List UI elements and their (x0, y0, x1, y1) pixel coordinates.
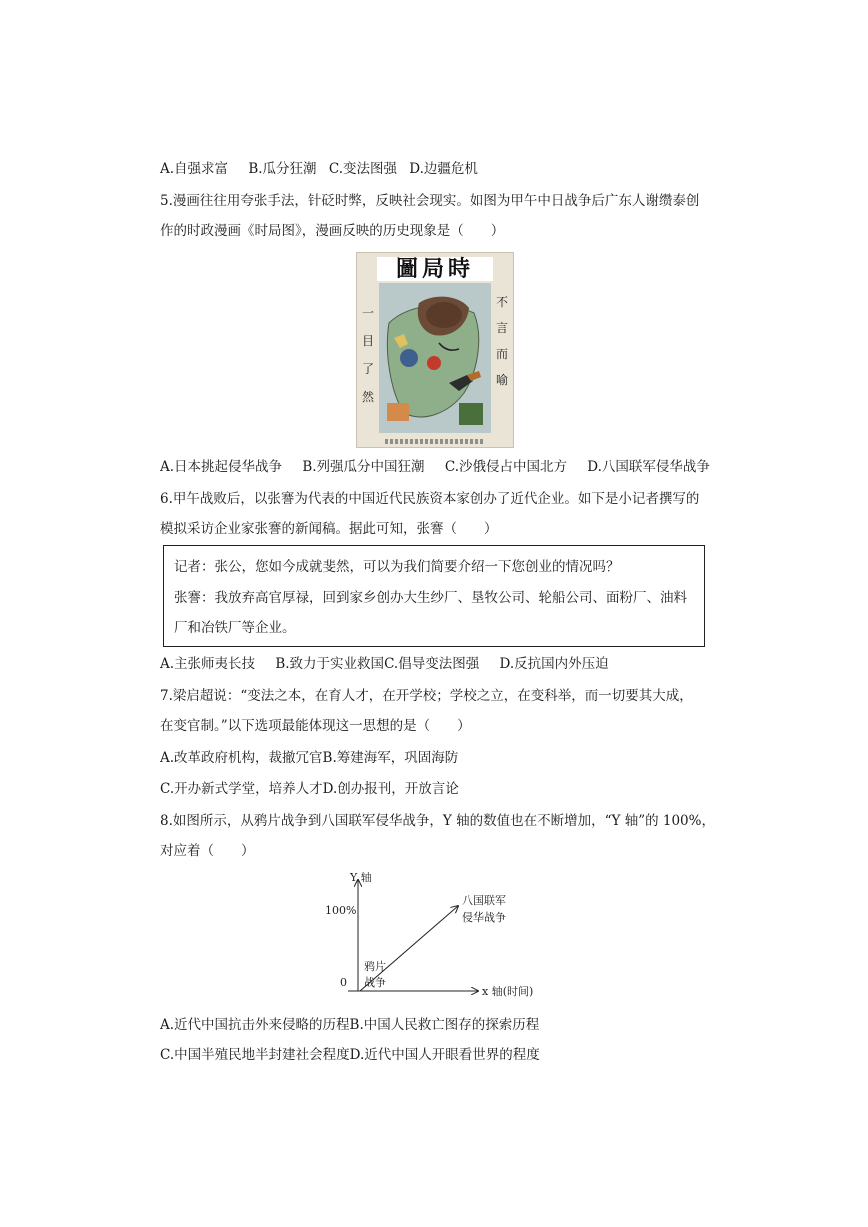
interview-zhangjian-line-cont: 厂和冶铁厂等企业。 (174, 620, 296, 636)
q6-stem-line2: 模拟采访企业家张謇的新闻稿。据此可知，张謇（ ） (160, 521, 498, 537)
interview-zhangjian-line: 张謇：我放弃高官厚禄，回到家乡创办大生纱厂、垦牧公司、轮船公司、面粉厂、油料 (174, 590, 687, 606)
x-axis-label: x 轴(时间) (482, 985, 534, 998)
q7-option-d: D.创办报刊，开放言论 (322, 781, 459, 797)
q6-stem-line1: 6.甲午战败后，以张謇为代表的中国近代民族资本家创办了近代企业。如下是小记者撰写的 (160, 491, 700, 507)
start-label-line2: 战争 (364, 976, 386, 989)
q8-options-row2 (160, 1046, 540, 1064)
q8-option-d: D.近代中国人开眼看世界的程度 (349, 1047, 540, 1063)
q5-stem-line1: 5.漫画往往用夸张手法，针砭时弊，反映社会现实。如图为甲午中日战争后广东人谢缵泰创 (160, 193, 700, 209)
q4-option-c: C.变法图强 (328, 161, 397, 177)
q8-option-a: A.近代中国抗击外来侵略的历程 (160, 1017, 350, 1033)
y-tick-100: 100% (325, 904, 357, 917)
q6-option-a: A.主张师夷长技 (160, 656, 256, 672)
q8-options-row1 (160, 1016, 539, 1034)
q4-option-b: B.瓜分狂潮 (248, 161, 317, 177)
q8-option-c: C.中国半殖民地半封建社会程度 (160, 1047, 350, 1063)
start-label-line1: 鸦片 (364, 960, 386, 973)
q5-option-d: D.八国联军侵华战争 (587, 459, 710, 475)
q8-option-b: B.中国人民救亡图存的探索历程 (349, 1017, 540, 1033)
q8-stem-line2: 对应着（ ） (160, 843, 255, 859)
q6-option-c: C.倡导变法图强 (384, 656, 480, 672)
q4-option-a: A.自强求富 (160, 161, 229, 177)
q6-option-d: D.反抗国内外压迫 (499, 656, 609, 672)
q7-option-a: A.改革政府机构，裁撤冗官 (160, 750, 323, 766)
y-axis-label: Y 轴 (350, 871, 372, 884)
end-label-line2: 侵华战争 (462, 911, 506, 924)
q6-option-b: B.致力于实业救国 (275, 656, 385, 672)
cartoon-left-caption: 一目了然 (361, 306, 374, 404)
q5-option-c: C.沙俄侵占中国北方 (444, 459, 567, 475)
q7-stem-line2: 在变官制。”以下选项最能体现这一思想的是（ ） (160, 718, 471, 734)
q8-stem-line1: 8.如图所示，从鸦片战争到八国联军侵华战争，Y 轴的数值也在不断增加，“Y 轴”的 100%， (160, 813, 715, 829)
end-label-line1: 八国联军 (462, 894, 506, 907)
cartoon-map-illustration (379, 283, 491, 433)
cartoon-right-caption: 不言而喻 (495, 295, 508, 387)
q7-options-row1 (160, 749, 458, 767)
q7-option-c: C.开办新式学堂，培养人才 (160, 781, 323, 797)
interview-reporter-line: 记者：张公，您如今成就斐然，可以为我们简要介绍一下您创业的情况吗？ (174, 559, 620, 575)
q7-options-row2 (160, 780, 459, 798)
shiju-tu-cartoon (356, 252, 514, 448)
interview-box (163, 545, 705, 647)
q5-options (160, 458, 710, 476)
cartoon-bottom-caption (385, 439, 485, 444)
cartoon-title: 圖局時 (377, 257, 493, 281)
q7-option-b: B.筹建海军，巩固海防 (322, 750, 459, 766)
q4-option-d: D.边疆危机 (409, 161, 478, 177)
q6-options (160, 655, 609, 673)
y-tick-0: 0 (340, 976, 347, 989)
q5-option-a: A.日本挑起侵华战争 (160, 459, 283, 475)
q5-option-b: B.列强瓜分中国狂潮 (302, 459, 425, 475)
q4-options (160, 160, 478, 178)
q5-stem-line2: 作的时政漫画《时局图》，漫画反映的历史现象是（ ） (160, 223, 505, 239)
q8-chart (322, 868, 562, 1008)
q7-stem-line1: 7.梁启超说：“变法之本，在育人才，在开学校；学校之立，在变科举，而一切要其大成， (160, 688, 693, 704)
